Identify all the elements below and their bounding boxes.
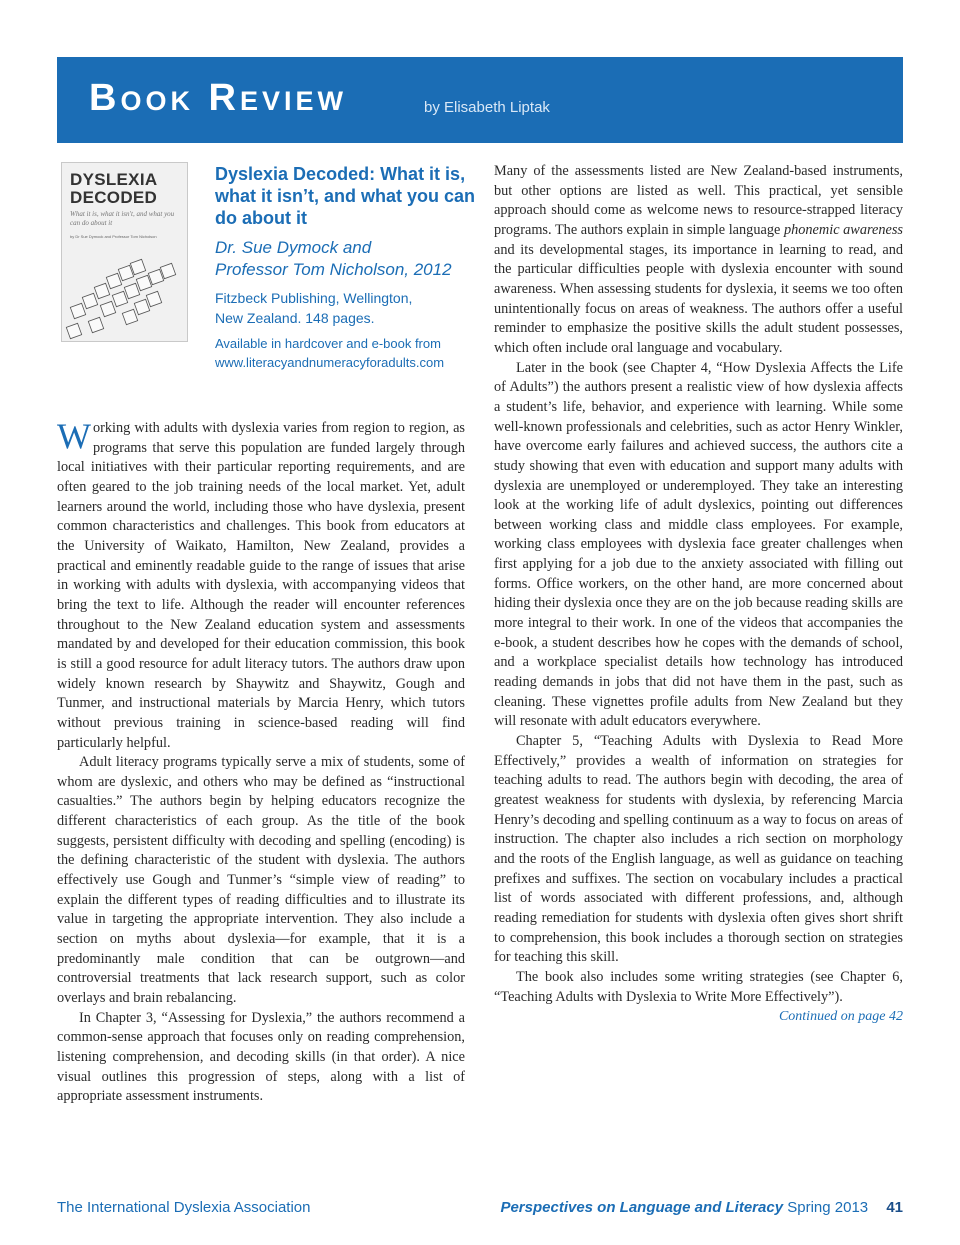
article-paragraph: Working with adults with dyslexia varies from region to region, as programs that serve this population are funded largely through local initiatives with their particular reporting requirements, and are often geared to the job training needs of the local market. Yet, adult learners around the world, including those who have dyslexia, present common characteristics and challenges. This book from educators at the University of Waikato, Hamilton, New Zealand, provides a practical and eminently readable guide to the range of issues that arise in working with adults with dyslexia, with accompanying videos that bring the text to life. Although the reader will encounter references throughout to the New Zealand education system and assessments mandated by and developed for their education commission, this book is still a good resource for adult literacy tutors. The authors draw upon widely known research by Shaywitz and Shaywitz, Gough and Tunmer, and instructional materials by Marcia Henry, which tutors without previous training in science-based reading will find particularly helpful. <box>57 416 465 751</box>
header-banner <box>57 57 903 143</box>
cover-subtitle: What it is, what it isn't, and what you can do about it <box>70 210 175 227</box>
section-title: Book Review <box>89 77 347 119</box>
page-number: 41 <box>886 1199 903 1216</box>
issue-date: Spring 2013 <box>787 1199 869 1216</box>
drop-cap: W <box>57 416 91 456</box>
article-paragraph: In Chapter 3, “Assessing for Dyslexia,” the authors recommend a common-sense approach that focuses only on reading comprehension, listening comprehension, and decoding skills (in that order). A nice visual outlines this progression of steps, along with a list of appropriate assessment instruments. <box>57 1009 465 1105</box>
article-paragraph: Adult literacy programs typically serve a mix of students, some of whom are dyslexic, and others who may be defined as “instructional casualties.” The authors begin by helping educators recognize the different characteristics of each group. As the title of the book suggests, persistent difficulty with decoding and spelling (encoding) is the defining characteristic of the student with dyslexia. The authors effectively use Gough and Tunmer’s “simple view of reading” to explain the different types of reading difficulties and to illustrate its value in targeting the appropriate intervention. They also include a section on myths about dyslexia—for example, that it is a predominantly male condition that can be outgrown—and controversial treatments that lack research support, such as color overlays and brain rebalancing. <box>57 754 465 1007</box>
article-column-left <box>57 416 465 1107</box>
continued-link[interactable]: Continued on page 42 <box>778 1009 903 1025</box>
cover-authors: by Dr Sue Dymock and Professor Tom Nicholson <box>70 234 157 239</box>
review-byline: by Elisabeth Liptak <box>424 99 550 116</box>
book-title: Dyslexia Decoded: What it is, what it isn’t, and what you can do about it <box>215 164 476 228</box>
article-column-right <box>494 162 903 1027</box>
article-paragraph: Later in the book (see Chapter 4, “How Dyslexia Affects the Life of Adults”) the authors present a realistic view of how dyslexia affects a student’s life, behavior, and experience with learning. While some well-known professionals and celebrities, such as actor Henry Winkler, have overcome early failures and achieved success, the authors cite a study showing that even with education and support many adults with dyslexia are unemployed or underemployed. They take an interesting look at the working life of adult dyslexics, pointing out differences between working class and middle class employees. For example, working class employees with dyslexia face greater challenges when first applying for a job due to the anxiety associated with filling out forms. Office workers, on the other hand, are more concerned about hiding their dyslexia once they are on the job because reading skills are more integral to their work. In one of the videos that accompanies the e-book, a student describes how he copes with the demands of school, and a workplace specialist details how technology has introduced reading demands in jobs that did not have them in the past, such as cleaning. These vignettes profile adults from New Zealand but they will resonate with adult educators everywhere. <box>494 359 903 730</box>
article-paragraph: Many of the assessments listed are New Zealand-based instruments, but other options are listed as well. This practical, yet sensible approach should come as welcome news to resource-strapped literacy programs. The authors explain in simple language phonemic awareness and its developmental stages, its importance in learning to read, and the particular difficulties people with dyslexia encounter with sound awareness. When assessing students for dyslexia, it seems we too often unintentionally focus on areas of weakness. The authors offer a useful reminder to emphasize the positive skills the adult student possesses, which often include oral language and vocabulary. <box>494 163 903 356</box>
cover-title: DYSLEXIA DECODED <box>70 170 158 207</box>
book-availability: Available in hardcover and e-book from www.literacyandnumeracyforadults.com <box>215 334 480 372</box>
book-cover-image <box>61 162 188 342</box>
article-paragraph: Chapter 5, “Teaching Adults with Dyslexia to Read More Effectively,” provides a wealth of information on strategies for teaching adults to read. The authors begin with decoding, the area of greatest weakness for students with dyslexia, by referencing Marcia Henry’s decoding and spelling continuum as a way to focus on areas of instruction. The chapter also includes a rich section on morphology and the roots of the English language, as well as guidance on teaching prefixes and suffixes. The section on vocabulary includes a practical list of words associated with different professions, and, although reading remediation for students with dyslexia often gives short shrift to comprehension, this book includes a thorough section on strategies for teaching this skill. <box>494 733 903 966</box>
book-authors: Dr. Sue Dymock and Professor Tom Nicholson, 2012 <box>215 238 452 279</box>
availability-link[interactable]: www.literacyandnumeracyforadults.com <box>215 355 445 370</box>
book-publisher: Fitzbeck Publishing, Wellington, New Zealand. 148 pages. <box>215 290 413 326</box>
article-paragraph: The book also includes some writing strategies (see Chapter 6, “Teaching Adults with Dyslexia to Write More Effectively”). <box>494 968 903 1005</box>
footer-organization: The International Dyslexia Association <box>57 1199 311 1216</box>
letter-tiles-illustration <box>62 245 187 341</box>
journal-name: Perspectives on Language and Literacy <box>500 1199 784 1216</box>
footer-publication <box>500 1199 903 1216</box>
